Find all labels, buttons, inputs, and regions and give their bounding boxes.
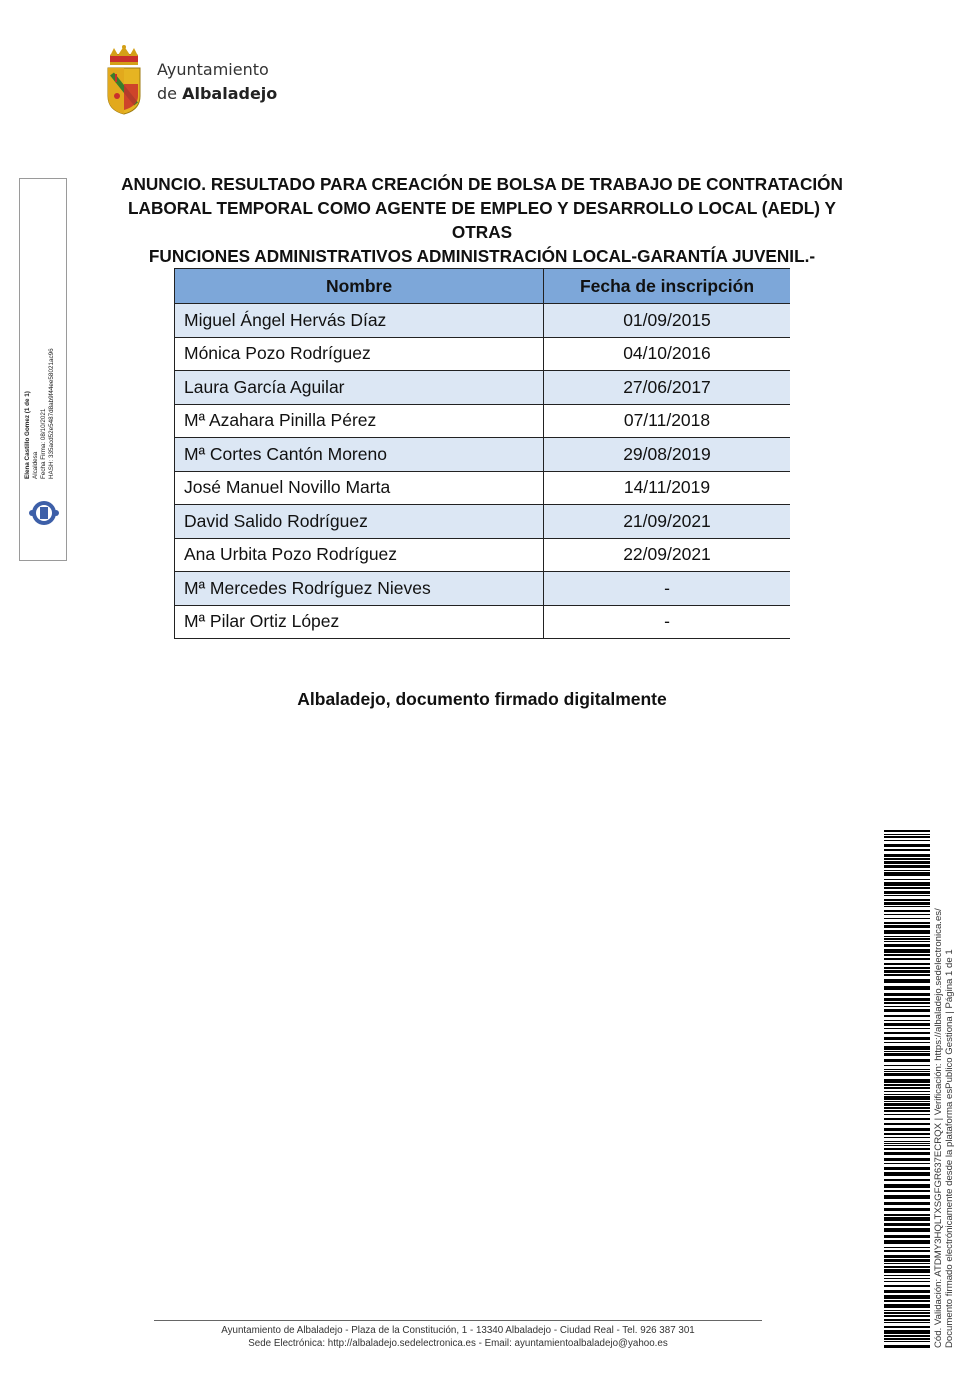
barcode-bar: [884, 1190, 930, 1192]
barcode-bar: [884, 1110, 930, 1112]
barcode-bar: [884, 865, 930, 868]
table-row: [175, 505, 791, 539]
barcode-bar: [884, 1250, 930, 1252]
barcode-bar: [884, 861, 930, 864]
barcode-bar: [884, 844, 930, 847]
table-row: [175, 538, 791, 572]
barcode-bar: [884, 910, 930, 912]
table-row: [175, 404, 791, 438]
name-cell: Mª Pilar Ortiz López: [175, 605, 544, 639]
verification-line-2: Documento firmado electrónicamente desde la plataforma esPublico Gestiona | Página 1 de 1: [944, 949, 955, 1348]
barcode-bar: [884, 1217, 930, 1221]
barcode-bar: [884, 1255, 930, 1258]
barcode-bar: [884, 870, 930, 871]
barcode-bar: [884, 858, 930, 860]
barcode-bar: [884, 1006, 930, 1007]
date-cell: 27/06/2017: [544, 371, 791, 405]
signature-hash: HASH: 335acd52e5487d8ab9f44ee58021ac96: [48, 348, 55, 479]
title-line-3: FUNCIONES ADMINISTRATIVOS ADMINISTRACIÓN LOCAL-GARANTÍA JUVENIL.-: [148, 246, 816, 266]
barcode-bar: [884, 1133, 930, 1135]
barcode-bar: [884, 1091, 930, 1092]
barcode-bar: [884, 1285, 930, 1287]
barcode-bar: [884, 1051, 930, 1052]
footer-address: Ayuntamiento de Albaladejo - Plaza de la Constitución, 1 - 13340 Albaladejo - Ciudad Real - Tel. 926 387 301: [221, 1325, 695, 1336]
barcode-bar: [884, 1101, 930, 1102]
coat-of-arms-icon: [104, 44, 144, 116]
barcode-bar: [884, 1065, 930, 1066]
barcode-bar: [884, 1214, 930, 1216]
barcode-bar: [884, 1073, 930, 1076]
name-cell: Laura García Aguilar: [175, 371, 544, 405]
org-name-town: Albaladejo: [182, 84, 278, 103]
barcode-bar: [884, 954, 930, 956]
barcode-bar: [884, 998, 930, 1001]
barcode-bar: [884, 891, 930, 894]
barcode-bar: [884, 830, 930, 832]
barcode-bar: [884, 1084, 930, 1086]
barcode-bar: [884, 1103, 930, 1106]
barcode-bar: [884, 1071, 930, 1072]
barcode-bar: [884, 1235, 930, 1238]
barcode-bar: [884, 1118, 930, 1120]
barcode-bar: [884, 1312, 930, 1314]
barcode-bar: [884, 872, 930, 876]
name-cell: Mª Mercedes Rodríguez Nieves: [175, 572, 544, 606]
verification-line-1: Cód. Validación: ATDMY3HQLTXSGFGR637ECRQX | Verificación: https://albaladejo.sedelectronica.es/: [933, 908, 944, 1348]
barcode-bar: [884, 1341, 930, 1342]
barcode-bar: [884, 918, 930, 919]
barcode-bar: [884, 938, 930, 940]
barcode-bar: [884, 958, 930, 960]
date-cell: 01/09/2015: [544, 304, 791, 338]
barcode-bar: [884, 1275, 930, 1276]
barcode-bar: [884, 1020, 930, 1021]
barcode-bar: [884, 895, 930, 896]
table-row: [175, 304, 791, 338]
barcode-bar: [884, 963, 930, 965]
barcode-bar: [884, 949, 930, 953]
barcode-bar: [884, 1315, 930, 1317]
table-row: [175, 371, 791, 405]
name-cell: David Salido Rodríguez: [175, 505, 544, 539]
barcode-bar: [884, 1259, 930, 1262]
barcode-bar: [884, 1335, 930, 1337]
signer-name: Elena Castillo Gomez (1 de 1): [24, 391, 31, 479]
barcode-bar: [884, 986, 930, 990]
barcode-bar: [884, 1143, 930, 1144]
barcode-bar: [884, 899, 930, 901]
signature-box: [19, 178, 67, 561]
barcode-bar: [884, 1046, 930, 1050]
name-cell: Ana Urbita Pozo Rodríguez: [175, 538, 544, 572]
barcode-bar: [884, 1338, 930, 1340]
barcode-bar: [884, 925, 930, 928]
barcode-bar: [884, 1304, 930, 1308]
barcode-bar: [884, 902, 930, 905]
barcode-bar: [884, 1281, 930, 1282]
barcode-bar: [884, 1069, 930, 1070]
barcode-bar: [884, 1028, 930, 1029]
barcode-bar: [884, 1053, 930, 1056]
barcode-bar: [884, 974, 930, 976]
barcode-bar: [884, 979, 930, 983]
barcode-bar: [884, 993, 930, 996]
name-cell: Mª Azahara Pinilla Pérez: [175, 404, 544, 438]
barcode-bar: [884, 1152, 930, 1155]
barcode-bar: [884, 1114, 930, 1115]
barcode-bar: [884, 1269, 930, 1273]
barcode-bar: [884, 1079, 930, 1083]
barcode-bar: [884, 941, 930, 942]
barcode-bar: [884, 882, 930, 886]
barcode-bar: [884, 1322, 930, 1323]
barcode-bar: [884, 1195, 930, 1199]
barcode-bar: [884, 936, 930, 937]
table-row: [175, 337, 791, 371]
barcode-bar: [884, 1330, 930, 1334]
barcode-bar: [884, 1128, 930, 1131]
date-cell: 07/11/2018: [544, 404, 791, 438]
barcode-bar: [884, 944, 930, 947]
org-logo: [104, 44, 304, 118]
barcode-bar: [884, 1319, 930, 1321]
barcode-bar: [884, 914, 930, 915]
barcode-bar: [884, 1345, 930, 1348]
barcode-bar: [884, 1310, 930, 1311]
closing-statement: Albaladejo, documento firmado digitalmente: [297, 689, 667, 709]
barcode-bar: [884, 1137, 930, 1138]
barcode-bar: [884, 1145, 930, 1146]
barcode-bar: [884, 1042, 930, 1043]
name-cell: José Manuel Novillo Marta: [175, 471, 544, 505]
barcode-bar: [884, 834, 930, 835]
barcode-bar: [884, 1009, 930, 1012]
barcode-bar: [884, 1247, 930, 1248]
barcode-bar: [884, 1015, 930, 1017]
barcode-icon: [884, 830, 930, 1348]
org-name-line2: [157, 82, 277, 106]
title-line-2: LABORAL TEMPORAL COMO AGENTE DE EMPLEO Y DESARROLLO LOCAL (AEDL) Y OTRAS: [128, 198, 836, 242]
barcode-bar: [884, 1002, 930, 1004]
barcode-bar: [884, 887, 930, 889]
barcode-bar: [884, 930, 930, 934]
date-cell: -: [544, 605, 791, 639]
barcode-bar: [884, 1107, 930, 1109]
verification-text: [933, 908, 955, 1348]
barcode-bar: [884, 1023, 930, 1026]
table-header-row: [175, 269, 791, 304]
name-cell: Miguel Ángel Hervás Díaz: [175, 304, 544, 338]
barcode-bar: [884, 1208, 930, 1211]
barcode-bar: [884, 1172, 930, 1176]
date-cell: 21/09/2021: [544, 505, 791, 539]
date-cell: 22/09/2021: [544, 538, 791, 572]
barcode-bar: [884, 1263, 930, 1264]
name-cell: Mónica Pozo Rodríguez: [175, 337, 544, 371]
barcode-bar: [884, 1037, 930, 1040]
barcode-bar: [884, 836, 930, 838]
column-header-name: Nombre: [175, 269, 544, 304]
date-cell: -: [544, 572, 791, 606]
title-line-1: ANUNCIO. RESULTADO PARA CREACIÓN DE BOLSA DE TRABAJO DE CONTRATACIÓN: [121, 174, 843, 194]
date-cell: 29/08/2019: [544, 438, 791, 472]
barcode-bar: [884, 1094, 930, 1095]
org-name-line1: Ayuntamiento: [157, 60, 269, 79]
signature-info: [24, 199, 56, 479]
footer-divider: [154, 1320, 762, 1321]
barcode-bar: [884, 1163, 930, 1164]
barcode-bar: [884, 922, 930, 924]
signature-date: Fecha Firma: 08/10/2021: [40, 408, 47, 479]
name-cell: Mª Cortes Cantón Moreno: [175, 438, 544, 472]
seal-icon: [28, 497, 60, 529]
barcode-bar: [884, 1278, 930, 1279]
barcode-bar: [884, 970, 930, 973]
barcode-bar: [884, 1158, 930, 1161]
barcode-bar: [884, 854, 930, 857]
barcode-bar: [884, 1228, 930, 1232]
barcode-bar: [884, 1326, 930, 1328]
barcode-bar: [884, 879, 930, 880]
footer-contact: Sede Electrónica: http://albaladejo.sedelectronica.es - Email: ayuntamientoalbaladejo@yahoo.es: [248, 1337, 668, 1349]
barcode-bar: [884, 967, 930, 969]
table-row: [175, 438, 791, 472]
results-table: [174, 268, 790, 639]
barcode-bar: [884, 906, 930, 907]
barcode-bar: [884, 1290, 930, 1293]
barcode-bar: [884, 849, 930, 851]
table-row: [175, 572, 791, 606]
barcode-bar: [884, 1141, 930, 1142]
barcode-bar: [884, 1300, 930, 1302]
barcode-bar: [884, 1148, 930, 1150]
barcode-bar: [884, 1184, 930, 1188]
date-cell: 14/11/2019: [544, 471, 791, 505]
barcode-bar: [884, 1266, 930, 1268]
barcode-bar: [884, 1179, 930, 1181]
barcode-bar: [884, 1202, 930, 1205]
barcode-bar: [884, 1059, 930, 1062]
barcode-bar: [884, 840, 930, 841]
barcode-bar: [884, 1123, 930, 1125]
barcode-bar: [884, 1032, 930, 1034]
table-row: [175, 471, 791, 505]
barcode-bar: [884, 1223, 930, 1226]
column-header-date: Fecha de inscripción: [544, 269, 791, 304]
barcode-bar: [884, 1167, 930, 1170]
document-title: [100, 172, 864, 268]
signer-role: Alcaldesa: [32, 451, 39, 479]
barcode-bar: [884, 1096, 930, 1100]
barcode-bar: [884, 1240, 930, 1244]
barcode-bar: [884, 1087, 930, 1089]
table-row: [175, 605, 791, 639]
footer: [154, 1325, 762, 1350]
barcode-bar: [884, 1295, 930, 1299]
date-cell: 04/10/2016: [544, 337, 791, 371]
org-name-prefix: de: [157, 84, 183, 103]
